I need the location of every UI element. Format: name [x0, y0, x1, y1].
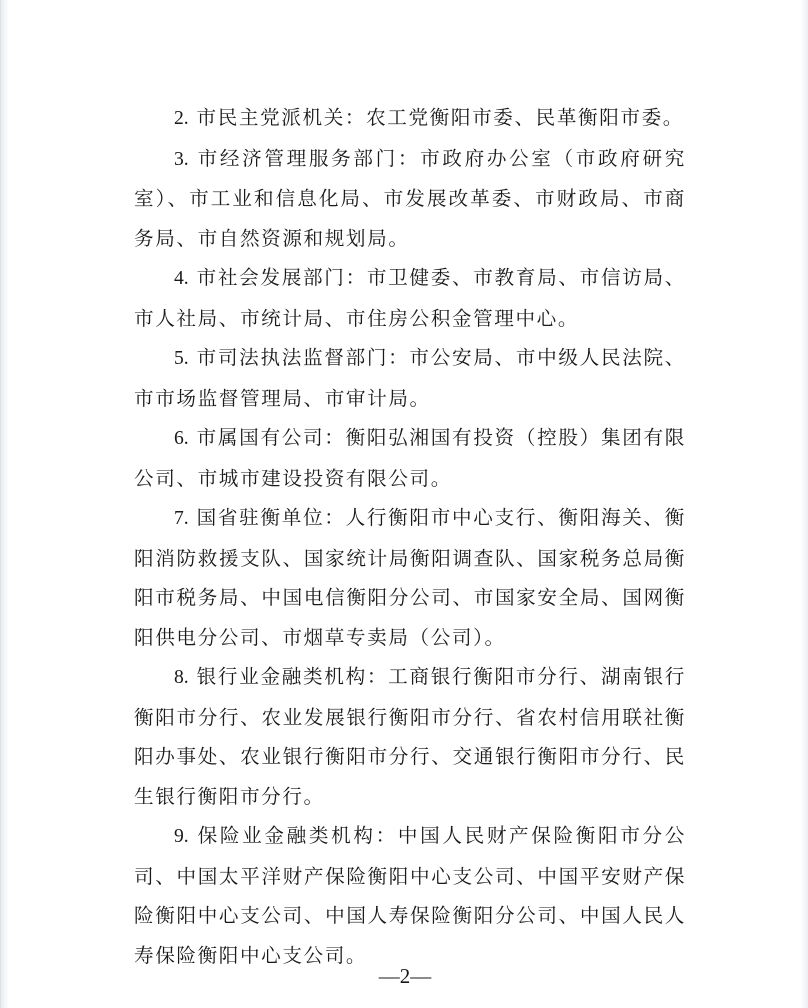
paragraph-item-5 [134, 338, 686, 418]
paragraph-item-7 [134, 498, 686, 657]
item-number: 6. [174, 428, 189, 449]
paragraph-item-8 [134, 657, 686, 816]
item-text: 市社会发展部门：市卫健委、市教育局、市信访局、市人社局、市统计局、市住房公积金管理中心。 [134, 266, 686, 330]
paragraph-item-9 [134, 816, 686, 975]
page-edge-left [1, 0, 9, 1008]
item-text: 市司法执法监督部门：市公安局、市中级人民法院、市市场监督管理局、市审计局。 [134, 346, 686, 410]
item-number: 7. [174, 508, 189, 529]
page-number: —2— [378, 964, 432, 988]
paragraph-item-6 [134, 418, 686, 498]
item-number: 5. [174, 348, 189, 369]
paragraph-item-2 [134, 98, 686, 139]
item-text: 国省驻衡单位：人行衡阳市中心支行、衡阳海关、衡阳消防救援支队、国家统计局衡阳调查队、国家税务总局衡阳市税务局、中国电信衡阳分公司、市国家安全局、国网衡阳供电分公司、市烟草专卖局（公司）。 [134, 506, 686, 649]
item-text: 市经济管理服务部门：市政府办公室（市政府研究室）、市工业和信息化局、市发展改革委、市财政局、市商务局、市自然资源和规划局。 [134, 146, 686, 250]
item-text: 市属国有公司：衡阳弘湘国有投资（控股）集团有限公司、市城市建设投资有限公司。 [134, 426, 686, 490]
paragraph-item-4 [134, 258, 686, 338]
paragraph-item-3 [134, 139, 686, 259]
item-text: 市民主党派机关：农工党衡阳市委、民革衡阳市委。 [196, 106, 685, 129]
item-number: 3. [174, 148, 189, 170]
item-text: 保险业金融类机构：中国人民财产保险衡阳市分公司、中国太平洋财产保险衡阳中心支公司、中国平安财产保险衡阳中心支公司、中国人寿保险衡阳分公司、中国人民人寿保险衡阳中心支公司。 [134, 824, 686, 967]
item-number: 2. [174, 108, 189, 129]
item-number: 8. [174, 667, 189, 688]
item-number: 4. [174, 268, 189, 289]
page-edge-right [800, 0, 808, 1008]
item-number: 9. [174, 826, 189, 847]
item-text: 银行业金融类机构：工商银行衡阳市分行、湖南银行衡阳市分行、农业发展银行衡阳市分行、省农村信用联社衡阳办事处、农业银行衡阳市分行、交通银行衡阳市分行、民生银行衡阳市分行。 [134, 665, 686, 808]
document-body [134, 98, 686, 975]
